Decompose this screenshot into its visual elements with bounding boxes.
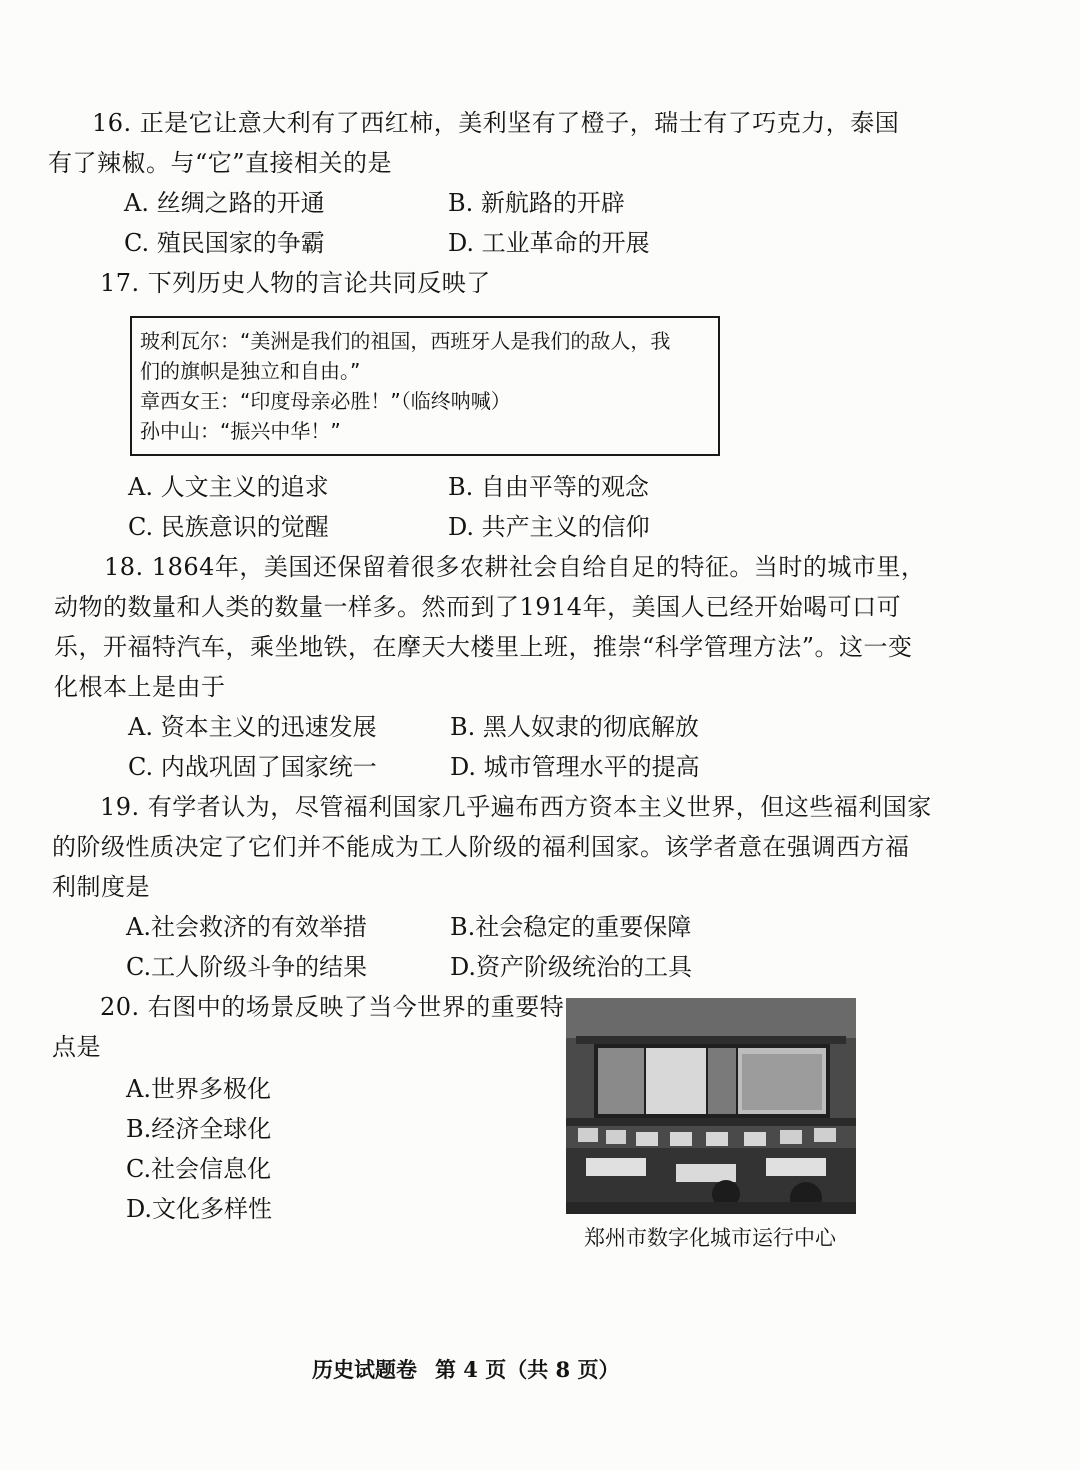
q20-stem-line2: 点是 (52, 1033, 101, 1061)
q19-option-d: D.资产阶级统治的工具 (450, 953, 693, 981)
q17-quote-line: 孙中山：“振兴中华！” (140, 419, 341, 443)
q16-stem-line2: 有了辣椒。与“它”直接相关的是 (48, 149, 393, 177)
q19-option-b: B.社会稳定的重要保障 (450, 913, 692, 941)
q20-option-a: A.世界多极化 (126, 1075, 271, 1103)
q18-option-b: B. 黑人奴隶的彻底解放 (450, 713, 699, 741)
q20-option-d: D.文化多样性 (126, 1195, 273, 1223)
q18-option-a: A. 资本主义的迅速发展 (128, 713, 377, 741)
q18-stem-line: 18. 1864年，美国还保留着很多农耕社会自给自足的特征。当时的城市里， (104, 553, 926, 581)
q17-option-c: C. 民族意识的觉醒 (128, 513, 329, 541)
q17-quote-line: 们的旗帜是独立和自由。” (140, 359, 361, 383)
q18-option-d: D. 城市管理水平的提高 (450, 753, 700, 781)
q17-option-d: D. 共产主义的信仰 (448, 513, 650, 541)
q17-quote-line: 章西女王：“印度母亲必胜！”（临终呐喊） (140, 389, 511, 413)
q17-quote-line: 玻利瓦尔：“美洲是我们的祖国，西班牙人是我们的敌人，我 (140, 329, 671, 353)
q17-quote-box (130, 316, 720, 456)
q19-stem-line: 的阶级性质决定了它们并不能成为工人阶级的福利国家。该学者意在强调西方福 (52, 833, 910, 861)
q16-stem-line1: 16. 正是它让意大利有了西红柿，美利坚有了橙子，瑞士有了巧克力，泰国 (92, 109, 900, 137)
q18-stem-line: 化根本上是由于 (54, 673, 226, 701)
page-footer (312, 1356, 637, 1384)
q20-stem-line1: 20. 右图中的场景反映了当今世界的重要特 (100, 993, 565, 1021)
q16-option-a: A. 丝绸之路的开通 (124, 189, 325, 217)
control-center-photo (566, 998, 856, 1214)
q19-option-a: A.社会救济的有效举措 (126, 913, 367, 941)
photo-caption: 郑州市数字化城市运行中心 (584, 1226, 836, 1250)
q20-option-b: B.经济全球化 (126, 1115, 272, 1143)
q17-option-b: B. 自由平等的观念 (448, 473, 649, 501)
q16-option-d: D. 工业革命的开展 (448, 229, 650, 257)
q16-option-b: B. 新航路的开辟 (448, 189, 625, 217)
q19-stem-line: 利制度是 (52, 873, 150, 901)
q19-option-c: C.工人阶级斗争的结果 (126, 953, 368, 981)
q18-option-c: C. 内战巩固了国家统一 (128, 753, 377, 781)
q18-stem-line: 动物的数量和人类的数量一样多。然而到了1914年，美国人已经开始喝可口可 (54, 593, 902, 621)
exam-title: 历史试题卷 (312, 1357, 417, 1382)
q20-option-c: C.社会信息化 (126, 1155, 272, 1183)
q17-stem: 17. 下列历史人物的言论共同反映了 (100, 269, 491, 297)
q19-stem-line: 19. 有学者认为，尽管福利国家几乎遍布西方资本主义世界，但这些福利国家 (100, 793, 932, 821)
page-number: 第 4 页（共 8 页） (435, 1357, 620, 1382)
q18-stem-line: 乐，开福特汽车，乘坐地铁，在摩天大楼里上班，推崇“科学管理方法”。这一变 (54, 633, 913, 661)
q16-option-c: C. 殖民国家的争霸 (124, 229, 325, 257)
q17-option-a: A. 人文主义的追求 (128, 473, 329, 501)
